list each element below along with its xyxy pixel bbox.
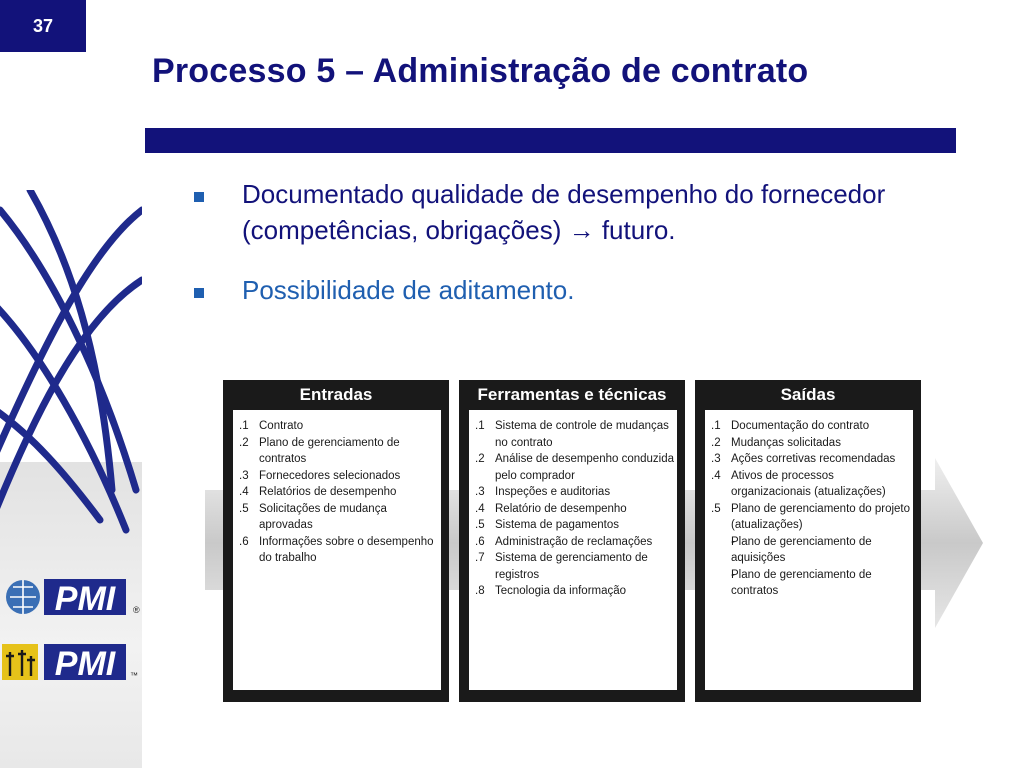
ferramentas-header: Ferramentas e técnicas [477, 385, 667, 404]
item-number: .6 [475, 535, 485, 548]
item-number: .5 [475, 519, 485, 531]
logo-mark: ® [133, 605, 140, 615]
item-number: .1 [239, 420, 249, 432]
entradas-panel [223, 380, 449, 702]
slide-title: Processo 5 – Administração de contrato [152, 52, 809, 90]
diagram-list-item [239, 534, 441, 567]
pmi-cross-logo-icon [2, 640, 140, 684]
item-text: Plano de gerenciamento de contratos [259, 436, 400, 465]
diagram-list-item [239, 484, 441, 501]
diagram-list-item [475, 534, 677, 551]
item-text: Inspeções e auditorias [495, 486, 611, 498]
item-number: .3 [711, 453, 721, 465]
diagram-list-item [475, 583, 677, 600]
saidas-body [705, 410, 913, 690]
logo-text: PMI [54, 645, 116, 683]
diagram-list-item [475, 484, 677, 501]
item-number: .2 [475, 453, 485, 465]
diagram-list-item [239, 418, 441, 435]
logo-mark: ™ [130, 671, 138, 680]
entradas-list [239, 418, 441, 567]
diagram-sub-item: - Plano de gerenciamento de aquisições [711, 534, 913, 567]
ferramentas-panel [459, 380, 685, 702]
diagram-list-item [711, 451, 913, 468]
item-text: Ativos de processos organizacionais (atualizações) [731, 469, 886, 498]
diagram-list-item [711, 501, 913, 534]
saidas-list [711, 418, 913, 600]
entradas-body [233, 410, 441, 690]
sidebar-decoration [0, 190, 142, 768]
item-text: Tecnologia da informação [495, 585, 627, 597]
bullet-marker-icon [194, 288, 204, 298]
bullet-item [190, 272, 1010, 308]
diagram-list-item [475, 550, 677, 583]
item-text: Documentação do contrato [731, 420, 870, 432]
diagram-list-item [475, 517, 677, 534]
diagram-list-item [475, 418, 677, 451]
item-number: .1 [475, 420, 485, 432]
diagram-list-item [239, 468, 441, 485]
item-text: Contrato [259, 420, 304, 432]
item-number: .3 [475, 486, 485, 498]
item-text: Ações corretivas recomendadas [731, 453, 896, 465]
bullet-list [190, 176, 1010, 308]
item-number: .1 [711, 420, 721, 432]
item-text: Relatórios de desempenho [259, 486, 397, 498]
bullet-item [190, 176, 1010, 248]
diagram-list-item [711, 418, 913, 435]
logo-text: PMI [54, 580, 116, 618]
item-number: .7 [475, 552, 485, 564]
item-text: Informações sobre o desempenho do trabalho [259, 535, 434, 564]
bullet-text: Possibilidade de aditamento. [242, 275, 575, 305]
saidas-panel [695, 380, 921, 702]
item-text: Relatório de desempenho [495, 502, 627, 515]
item-text: Sistema de pagamentos [495, 519, 620, 531]
item-text: Fornecedores selecionados [259, 469, 401, 482]
bullet-text: Documentado qualidade de desempenho do fornecedor (competências, obrigações) → futuro. [242, 179, 886, 245]
diagram-list-item [239, 501, 441, 534]
diagram-list-item [239, 435, 441, 468]
item-text: Plano de gerenciamento do projeto (atualizações) [731, 502, 911, 531]
item-text: Sistema de gerenciamento de registros [495, 552, 648, 581]
item-number: .3 [239, 469, 249, 482]
item-number: .4 [711, 469, 721, 482]
pmi-logo-trademark [2, 640, 140, 684]
item-number: .2 [711, 436, 721, 449]
item-number: .6 [239, 535, 249, 548]
diagram-list-item [475, 501, 677, 518]
title-underline-bar [145, 128, 956, 153]
item-number: .2 [239, 436, 249, 449]
bullet-marker-icon [194, 192, 204, 202]
pmi-globe-logo-icon [2, 575, 140, 619]
pmi-logo-registered [2, 575, 140, 619]
item-text: Mudanças solicitadas [731, 436, 841, 449]
process-diagram [205, 378, 995, 708]
entradas-header: Entradas [299, 385, 373, 404]
diagram-list-item [711, 468, 913, 501]
item-number: .5 [239, 502, 249, 515]
saidas-header: Saídas [780, 385, 836, 404]
item-number: .8 [475, 585, 485, 597]
ferramentas-body [469, 410, 677, 690]
item-text: Análise de desempenho conduzida pelo comprador [495, 453, 675, 482]
item-number: .4 [475, 502, 485, 515]
item-number: .4 [239, 486, 249, 498]
ferramentas-list [475, 418, 677, 600]
diagram-sub-item: - Plano de gerenciamento de contratos [711, 567, 913, 600]
item-text: Administração de reclamações [495, 535, 653, 548]
slide-number: 37 [0, 0, 86, 52]
item-number: .5 [711, 502, 721, 515]
item-text: Solicitações de mudança aprovadas [259, 502, 387, 531]
diagram-list-item [475, 451, 677, 484]
diagram-list-item [711, 435, 913, 452]
item-text: Sistema de controle de mudanças no contrato [495, 420, 669, 449]
